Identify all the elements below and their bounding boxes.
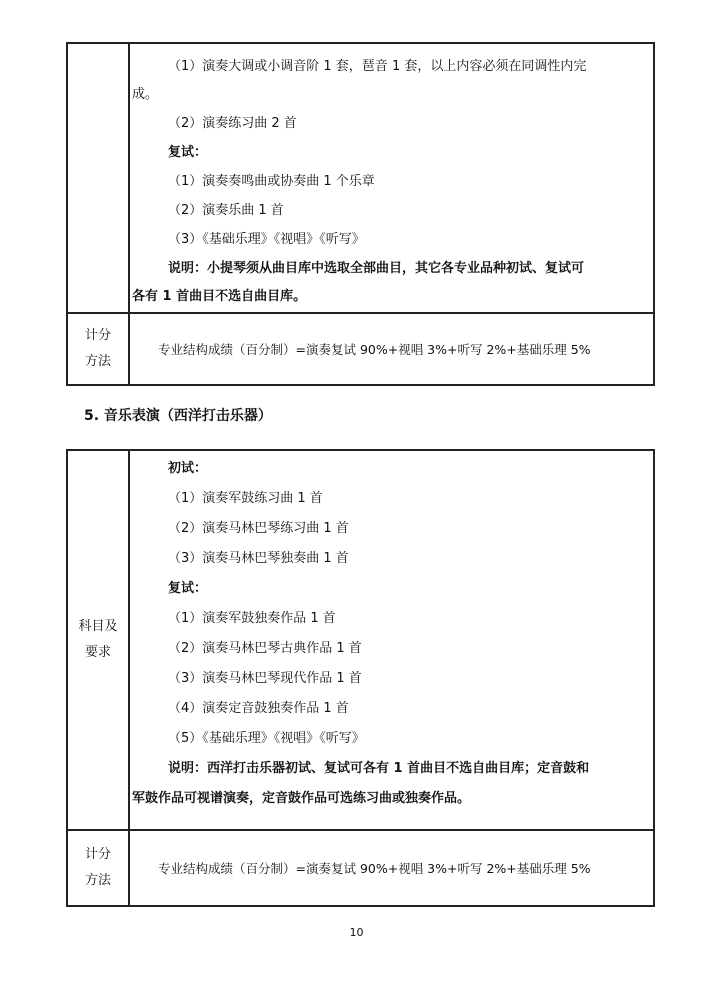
score-label-cell [68,314,130,384]
note-line: 说明：西洋打击乐器初试、复试可各有 1 首曲目不选自曲目库；定音鼓和 [168,761,590,776]
requirement-line: （1）演奏军鼓练习曲 1 首 [168,491,323,506]
requirement-line: （2）演奏练习曲 2 首 [168,116,297,131]
score-label-line: 方法 [84,873,111,888]
requirements-cell [128,44,653,312]
requirement-line: （2）演奏乐曲 1 首 [168,203,284,218]
percussion-requirements-table [66,449,655,907]
note-line: 说明：小提琴须从曲目库中选取全部曲目，其它各专业品种初试、复试可 [168,261,585,276]
requirements-cell [128,451,653,829]
requirements-table-continued [66,42,655,386]
subject-label-line: 科目及 [78,619,118,634]
section-label-initial: 初试： [168,461,208,476]
requirement-line: （1）演奏大调或小调音阶 1 套，琶音 1 套，以上内容必须在同调性内完 [168,59,587,74]
section-label-retest: 复试： [168,581,208,596]
requirement-line: （1）演奏奏鸣曲或协奏曲 1 个乐章 [168,174,375,189]
requirement-line: （2）演奏马林巴琴练习曲 1 首 [168,521,349,536]
requirement-line: （3）演奏马林巴琴独奏曲 1 首 [168,551,349,566]
requirement-line: （5）《基础乐理》《视唱》《听写》 [168,731,365,746]
subject-label-line: 要求 [84,645,111,660]
requirement-line: （1）演奏军鼓独奏作品 1 首 [168,611,336,626]
section-label-retest: 复试： [168,145,208,160]
page-number: 10 [349,926,364,939]
score-formula-cell [128,831,653,905]
table-row-requirements [68,451,653,829]
table-row-scoring [68,829,653,905]
label-cell-empty [68,44,130,312]
requirement-line: 成。 [132,87,159,102]
requirement-line: （4）演奏定音鼓独奏作品 1 首 [168,701,349,716]
score-label-line: 计分 [84,847,111,862]
score-formula: 专业结构成绩（百分制）=演奏复试 90%+视唱 3%+听写 2%+基础乐理 5% [158,861,591,876]
score-label-line: 计分 [84,328,111,343]
section-heading: 5. 音乐表演（西洋打击乐器） [84,408,272,424]
requirement-line: （3）《基础乐理》《视唱》《听写》 [168,232,365,247]
note-line: 各有 1 首曲目不选自曲目库。 [132,289,307,304]
table-row-scoring [68,312,653,384]
score-label-line: 方法 [84,354,111,369]
requirement-line: （2）演奏马林巴琴古典作品 1 首 [168,641,362,656]
score-label-cell [68,831,130,905]
score-formula: 专业结构成绩（百分制）=演奏复试 90%+视唱 3%+听写 2%+基础乐理 5% [158,342,591,357]
subject-label-cell [68,451,130,829]
requirement-line: （3）演奏马林巴琴现代作品 1 首 [168,671,362,686]
score-formula-cell [128,314,653,384]
note-line: 军鼓作品可视谱演奏，定音鼓作品可选练习曲或独奏作品。 [132,791,471,806]
table-row-requirements [68,44,653,312]
